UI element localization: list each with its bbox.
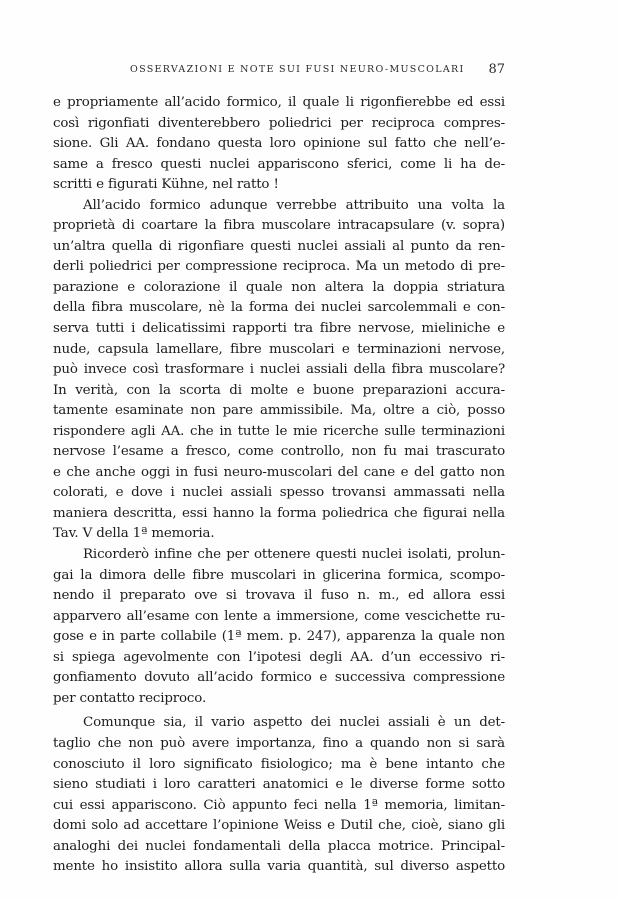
text-line: conosciuto il loro significato fisiologico; ma è bene intanto che	[53, 756, 505, 772]
body-text	[53, 93, 505, 878]
text-line: nendo il preparato ove si trovava il fuso n. m., ed allora essi	[53, 588, 505, 604]
text-line: gose e in parte collabile (1ª mem. p. 247), apparenza la quale non	[53, 629, 505, 645]
text-line: della fibra muscolare, nè la forma dei nuclei sarcolemmali e con-	[53, 300, 505, 316]
text-line: parazione e colorazione il quale non altera la doppia striatura	[53, 279, 505, 295]
text-line: gai la dimora delle fibre muscolari in glicerina formica, scompo-	[53, 567, 505, 583]
paragraph	[53, 196, 505, 545]
text-line: per contatto reciproco.	[53, 690, 207, 706]
text-line: same a fresco questi nuclei appariscono sferici, come li ha de-	[53, 156, 505, 172]
text-line: un’altra quella di rigonfiare questi nuclei assiali al punto da ren-	[53, 238, 505, 254]
text-line: sione. Gli AA. fondano questa loro opinione sul fatto che nell’e-	[53, 136, 505, 152]
running-title: OSSERVAZIONI E NOTE SUI FUSI NEURO-MUSCOLARI	[130, 64, 465, 75]
text-line: derli poliedrici per compressione reciproca. Ma un metodo di pre-	[53, 259, 505, 275]
text-line: nude, capsula lamellare, fibre muscolari e terminazioni nervose,	[53, 341, 505, 357]
text-line: si spiega agevolmente con l’ipotesi degli AA. d’un eccessivo ri-	[53, 649, 505, 665]
text-line: gonfiamento dovuto all’acido formico e successiva compressione	[53, 670, 505, 686]
paragraph	[53, 93, 505, 196]
text-line: cui essi appariscono. Ciò appunto feci nella 1ª memoria, limitan-	[53, 797, 505, 813]
paragraph	[53, 545, 505, 709]
text-line: sieno studiati i loro caratteri anatomici e le diverse forme sotto	[53, 777, 505, 793]
text-line: così rigonfiati diventerebbero poliedrici per reciproca compres-	[53, 115, 505, 131]
text-line: proprietà di coartare la fibra muscolare intracapsulare (v. sopra)	[53, 218, 505, 234]
paragraph	[53, 713, 505, 877]
text-line: In verità, con la scorta di molte e buone preparazioni accura-	[53, 382, 505, 398]
page-number: 87	[488, 62, 505, 77]
text-line: domi solo ad accettare l’opinione Weiss e Dutil che, cioè, siano gli	[53, 818, 505, 834]
text-line: apparvero all’esame con lente a immersione, come vescichette ru-	[53, 608, 505, 624]
text-line: Tav. V della 1ª memoria.	[53, 526, 215, 542]
text-line: tamente esaminate non pare ammissibile. Ma, oltre a ciò, posso	[53, 403, 505, 419]
running-header	[130, 62, 505, 78]
text-line: scritti e figurati Kühne, nel ratto !	[53, 177, 279, 193]
text-line: colorati, e dove i nuclei assiali spesso trovansi ammassati nella	[53, 485, 505, 501]
text-line: All’acido formico adunque verrebbe attribuito una volta la	[83, 197, 505, 213]
text-line: taglio che non può avere importanza, fino a quando non si sarà	[53, 735, 505, 751]
text-line: e che anche oggi in fusi neuro-muscolari del cane e del gatto non	[53, 464, 505, 480]
text-line: serva tutti i delicatissimi rapporti tra fibre nervose, mieliniche e	[53, 321, 505, 337]
text-line: Comunque sia, il vario aspetto dei nuclei assiali è un det-	[83, 715, 505, 731]
text-line: può invece così trasformare i nuclei assiali della fibra muscolare?	[53, 362, 505, 378]
text-line: nervose l’esame a fresco, come controllo, non fu mai trascurato	[53, 444, 505, 460]
text-line: mente ho insistito allora sulla varia quantità, sul diverso aspetto	[53, 859, 505, 875]
text-line: rispondere agli AA. che in tutte le mie ricerche sulle terminazioni	[53, 423, 505, 439]
text-line: analoghi dei nuclei fondamentali della placca motrice. Principal-	[53, 838, 505, 854]
text-line: e propriamente all’acido formico, il quale li rigonfierebbe ed essi	[53, 95, 505, 110]
text-line: maniera descritta, essi hanno la forma poliedrica che figurai nella	[53, 505, 505, 521]
text-line: Ricorderò infine che per ottenere questi nuclei isolati, prolun-	[83, 547, 505, 563]
